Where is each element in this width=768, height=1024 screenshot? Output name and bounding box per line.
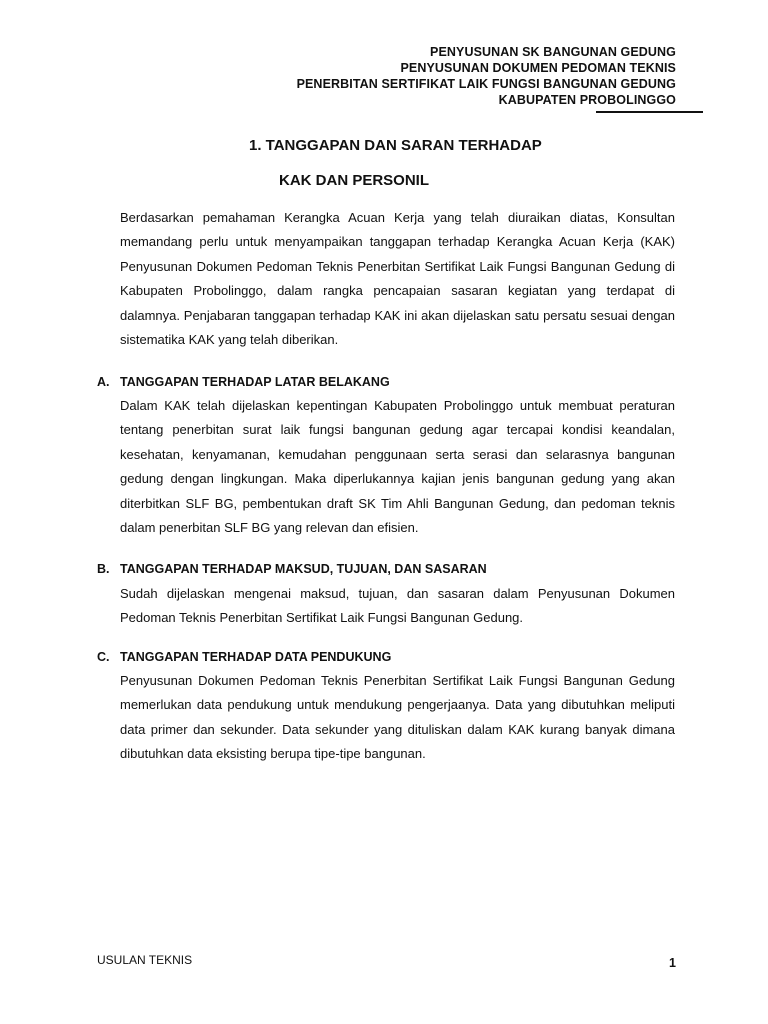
footer-label: USULAN TEKNIS [97,953,193,967]
header-line-project-dokumen: PENYUSUNAN DOKUMEN PEDOMAN TEKNIS [400,61,676,75]
header-line-project-sk: PENYUSUNAN SK BANGUNAN GEDUNG [430,45,676,59]
section-body-b: Sudah dijelaskan mengenai maksud, tujuan, dan sasaran dalam Penyusunan Dokumen Pedoman Teknis Penerbitan Sertifikat Laik Fungsi Bangunan Gedung. [120,586,675,626]
section-heading-b [97,562,487,576]
header-line-location: KABUPATEN PROBOLINGGO [498,93,676,107]
section-body-c: Penyusunan Dokumen Pedoman Teknis Penerbitan Sertifikat Laik Fungsi Bangunan Gedung memerlukan data pendukung untuk mendukung pengerjaanya. Data yang dibutuhkan meliputi data primer dan sekunder. Data sekunder yang dituliskan dalam KAK kurang banyak dimana dibutuhkan data eksisting berupa tipe-tipe bangunan. [120,673,675,762]
page-number: 1 [669,956,676,970]
section-title-b: TANGGAPAN TERHADAP MAKSUD, TUJUAN, DAN SASARAN [120,562,487,576]
intro-paragraph: Berdasarkan pemahaman Kerangka Acuan Kerja yang telah diuraikan diatas, Konsultan memandang perlu untuk menyampaikan tanggapan terhadap Kerangka Acuan Kerja (KAK) Penyusunan Dokumen Pedoman Teknis Penerbitan Sertifikat Laik Fungsi Bangunan Gedung di Kabupaten Probolinggo, dalam rangka pencapaian sasaran kegiatan yang terdapat di dalamnya. Penjabaran tanggapan terhadap KAK ini akan dijelaskan satu persatu sesuai dengan sistematika KAK yang telah diberikan. [120,210,675,348]
section-body-a: Dalam KAK telah dijelaskan kepentingan Kabupaten Probolinggo untuk membuat peraturan tentang penerbitan surat laik fungsi bangunan gedung agar tercapai kondisi keandalan, kesehatan, kenyamanan, kemudahan penggunaan serta serasi dan selarasnya bangunan gedung dengan lingkungan. Maka diperlukannya kajian jenis bangunan gedung yang akan diterbitkan SLF BG, pembentukan draft SK Tim Ahli Bangunan Gedung, dan pedoman teknis dalam penerbitan SLF BG yang relevan dan efisien. [120,398,675,536]
running-header [297,44,676,108]
section-heading-a [97,375,390,389]
header-line-project-slf: PENERBITAN SERTIFIKAT LAIK FUNGSI BANGUNAN GEDUNG [296,77,676,91]
section-letter-a: A. [97,375,110,389]
section-heading-c [97,650,391,664]
header-rule [596,111,703,113]
section-letter-c: C. [97,650,110,664]
section-letter-b: B. [97,562,110,576]
chapter-title-text-1: 1. TANGGAPAN DAN SARAN TERHADAP [249,137,542,154]
section-title-c: TANGGAPAN TERHADAP DATA PENDUKUNG [120,650,392,664]
chapter-title-text-2: KAK DAN PERSONIL [279,172,430,189]
section-title-a: TANGGAPAN TERHADAP LATAR BELAKANG [120,375,390,389]
